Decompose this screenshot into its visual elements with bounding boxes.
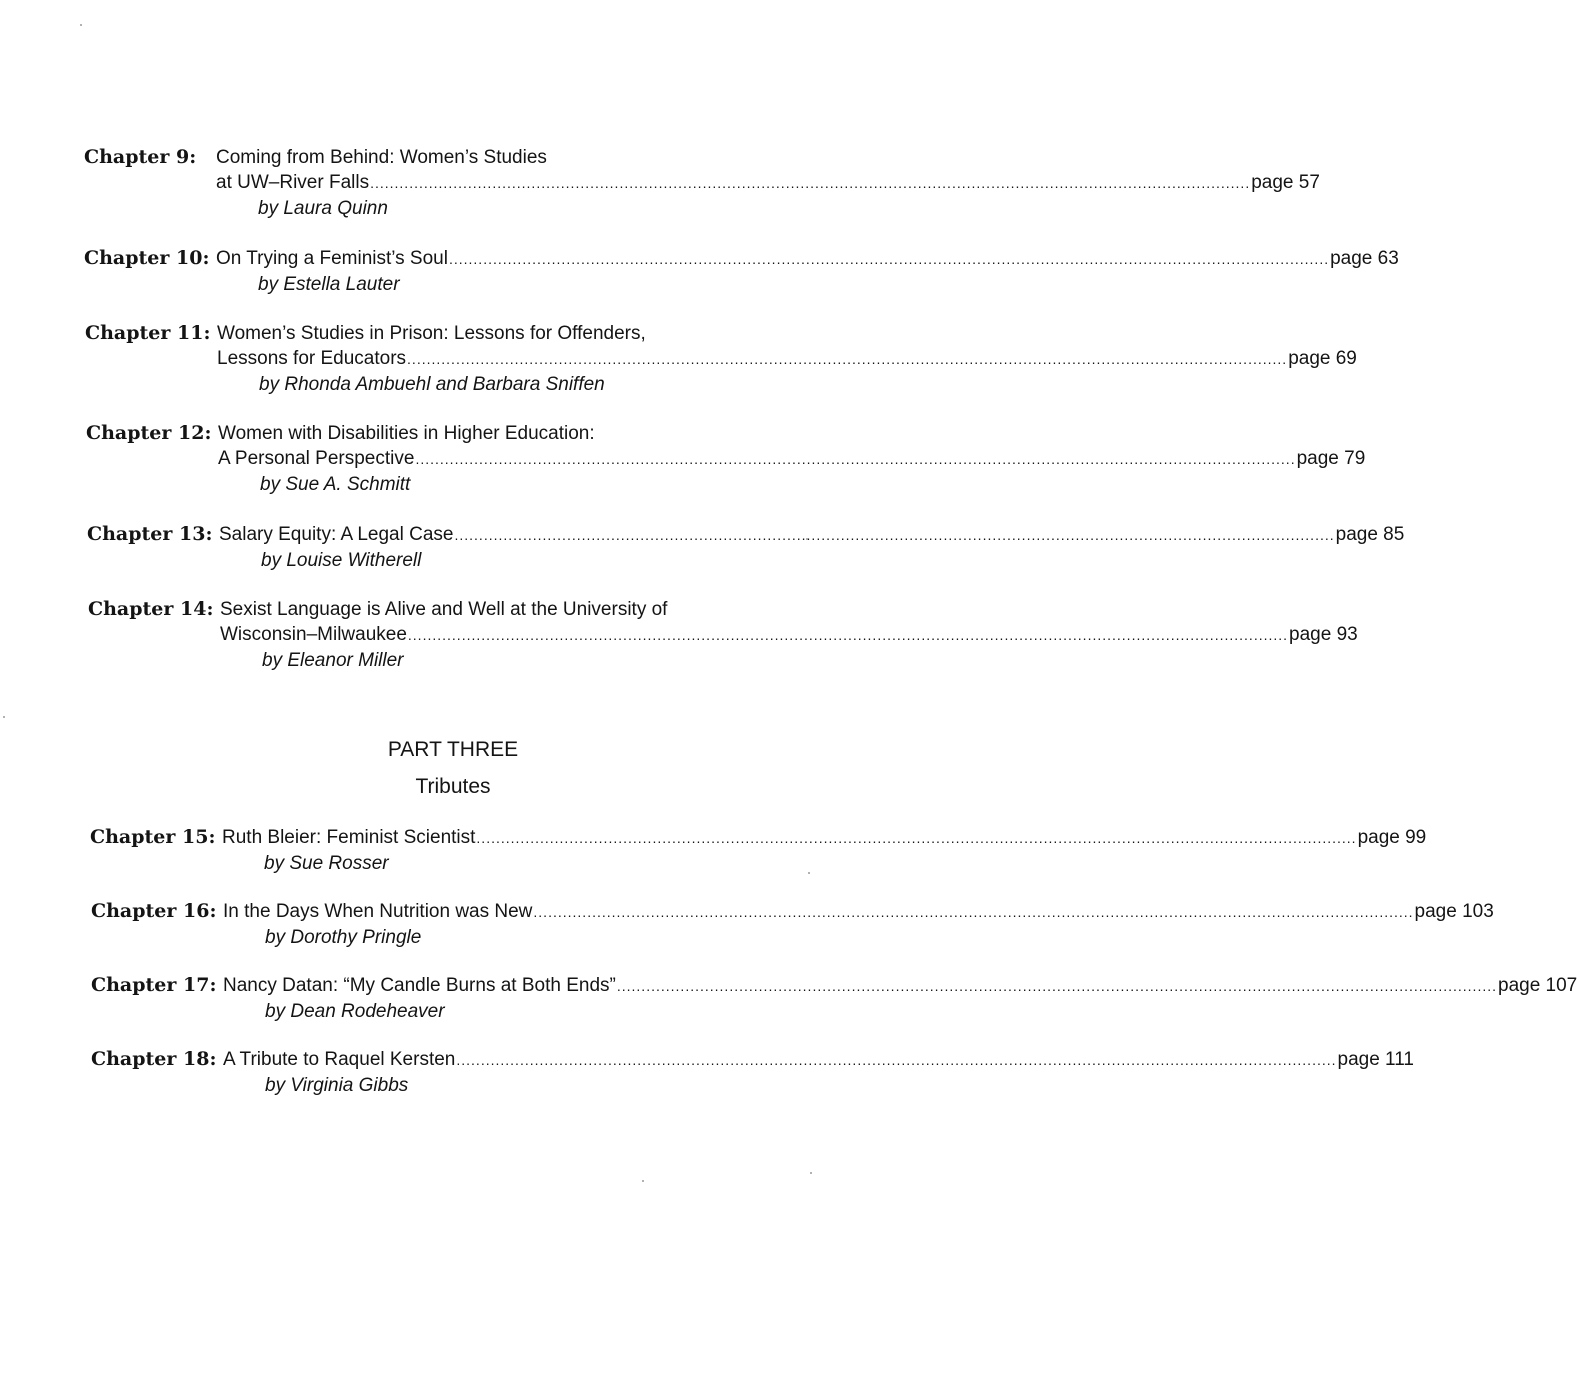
- dot-leader: [476, 826, 1356, 851]
- page-reference: page 103: [1414, 901, 1494, 922]
- dot-leader: [456, 1048, 1336, 1073]
- toc-line: [219, 522, 1404, 548]
- chapter-title: Nancy Datan: “My Candle Burns at Both Ends”: [223, 975, 616, 996]
- toc-line: [223, 1047, 1414, 1073]
- chapter-author: by Sue Rosser: [264, 853, 389, 874]
- dot-leader: [454, 523, 1334, 548]
- toc-entry-chapter-14: [88, 597, 1358, 673]
- toc-line: [216, 170, 1320, 196]
- chapter-label: Chapter 16:: [91, 900, 217, 922]
- chapter-label: Chapter 18:: [91, 1048, 217, 1070]
- page-reference: page 69: [1288, 348, 1357, 369]
- toc-line: [220, 622, 1358, 648]
- chapter-body: [218, 421, 1365, 497]
- chapter-body: [223, 973, 1577, 1024]
- chapter-body: [220, 597, 1358, 673]
- chapter-author: by Eleanor Miller: [262, 650, 404, 671]
- toc-entry-chapter-9: [84, 145, 1320, 221]
- chapter-title: Salary Equity: A Legal Case: [219, 524, 454, 545]
- dot-leader: [370, 171, 1250, 196]
- page-reference: page 85: [1335, 524, 1405, 545]
- toc-line: [217, 346, 1357, 372]
- toc-line: [223, 973, 1577, 999]
- page-reference: page 63: [1330, 248, 1399, 269]
- scan-speck: [642, 1180, 644, 1182]
- chapter-title: On Trying a Feminist’s Soul: [216, 248, 448, 269]
- scan-speck: [810, 1172, 812, 1174]
- chapter-author: by Rhonda Ambuehl and Barbara Sniffen: [259, 374, 605, 395]
- chapter-author: by Estella Lauter: [258, 274, 400, 295]
- page-reference: page 99: [1357, 827, 1427, 848]
- page-reference: page 57: [1251, 172, 1320, 193]
- chapter-body: [223, 899, 1494, 950]
- chapter-label: Chapter 12:: [86, 422, 212, 444]
- chapter-label: Chapter 13:: [87, 523, 213, 545]
- dot-leader: [408, 623, 1288, 648]
- chapter-title-line: Women’s Studies in Prison: Lessons for Offenders,: [217, 323, 646, 344]
- toc-line: [216, 246, 1399, 272]
- chapter-title-end: Wisconsin–Milwaukee: [220, 624, 407, 645]
- chapter-title-end: at UW–River Falls: [216, 172, 370, 193]
- chapter-title: A Tribute to Raquel Kersten: [223, 1049, 456, 1070]
- page-reference: page 107: [1498, 975, 1577, 996]
- chapter-title-line: Sexist Language is Alive and Well at the University of: [220, 599, 668, 620]
- chapter-title-line: Coming from Behind: Women’s Studies: [216, 147, 547, 168]
- chapter-author: by Dorothy Pringle: [265, 927, 422, 948]
- page-reference: page 93: [1289, 624, 1358, 645]
- chapter-body: [223, 1047, 1414, 1098]
- chapter-label: Chapter 9:: [84, 146, 197, 168]
- chapter-body: [217, 321, 1357, 397]
- toc-entry-chapter-12: [86, 421, 1366, 497]
- chapter-title: Ruth Bleier: Feminist Scientist: [222, 827, 476, 848]
- scan-speck: [806, 538, 808, 540]
- chapter-body: [216, 145, 1320, 221]
- chapter-title-line: Women with Disabilities in Higher Education:: [218, 423, 595, 444]
- toc-entry-chapter-13: [87, 522, 1405, 573]
- chapter-label: Chapter 14:: [88, 598, 214, 620]
- chapter-title: In the Days When Nutrition was New: [223, 901, 533, 922]
- dot-leader: [533, 900, 1413, 925]
- chapter-author: by Louise Witherell: [261, 550, 422, 571]
- dot-leader: [617, 974, 1497, 999]
- toc-line: [218, 446, 1365, 472]
- scan-speck: [80, 24, 82, 26]
- chapter-author: by Laura Quinn: [258, 198, 388, 219]
- dot-leader: [407, 347, 1287, 372]
- toc-entry-chapter-18: [91, 1047, 1414, 1098]
- chapter-label: Chapter 17:: [91, 974, 217, 996]
- scan-speck: [808, 872, 810, 874]
- toc-line: [222, 825, 1426, 851]
- toc-entry-chapter-15: [90, 825, 1427, 876]
- page-reference: page 111: [1337, 1049, 1414, 1070]
- chapter-label: Chapter 15:: [90, 826, 216, 848]
- chapter-author: by Virginia Gibbs: [265, 1075, 409, 1096]
- toc-entry-chapter-11: [85, 321, 1357, 397]
- dot-leader: [449, 247, 1329, 272]
- toc-entry-chapter-17: [91, 973, 1577, 1024]
- chapter-label: Chapter 11:: [85, 322, 211, 344]
- toc-entry-chapter-10: [84, 246, 1399, 297]
- page-reference: page 79: [1296, 448, 1366, 469]
- chapter-body: [216, 246, 1399, 297]
- chapter-label: Chapter 10:: [84, 247, 210, 269]
- part-heading: PART THREE: [387, 738, 519, 761]
- chapter-title-end: Lessons for Educators: [217, 348, 407, 369]
- scan-speck: [3, 716, 5, 718]
- chapter-body: [222, 825, 1426, 876]
- toc-line: [223, 899, 1494, 925]
- part-subheading: Tributes: [415, 775, 491, 798]
- toc-entry-chapter-16: [91, 899, 1494, 950]
- chapter-body: [219, 522, 1404, 573]
- chapter-author: by Dean Rodeheaver: [265, 1001, 445, 1022]
- chapter-title-end: A Personal Perspective: [218, 448, 415, 469]
- dot-leader: [415, 447, 1295, 472]
- chapter-author: by Sue A. Schmitt: [260, 474, 411, 495]
